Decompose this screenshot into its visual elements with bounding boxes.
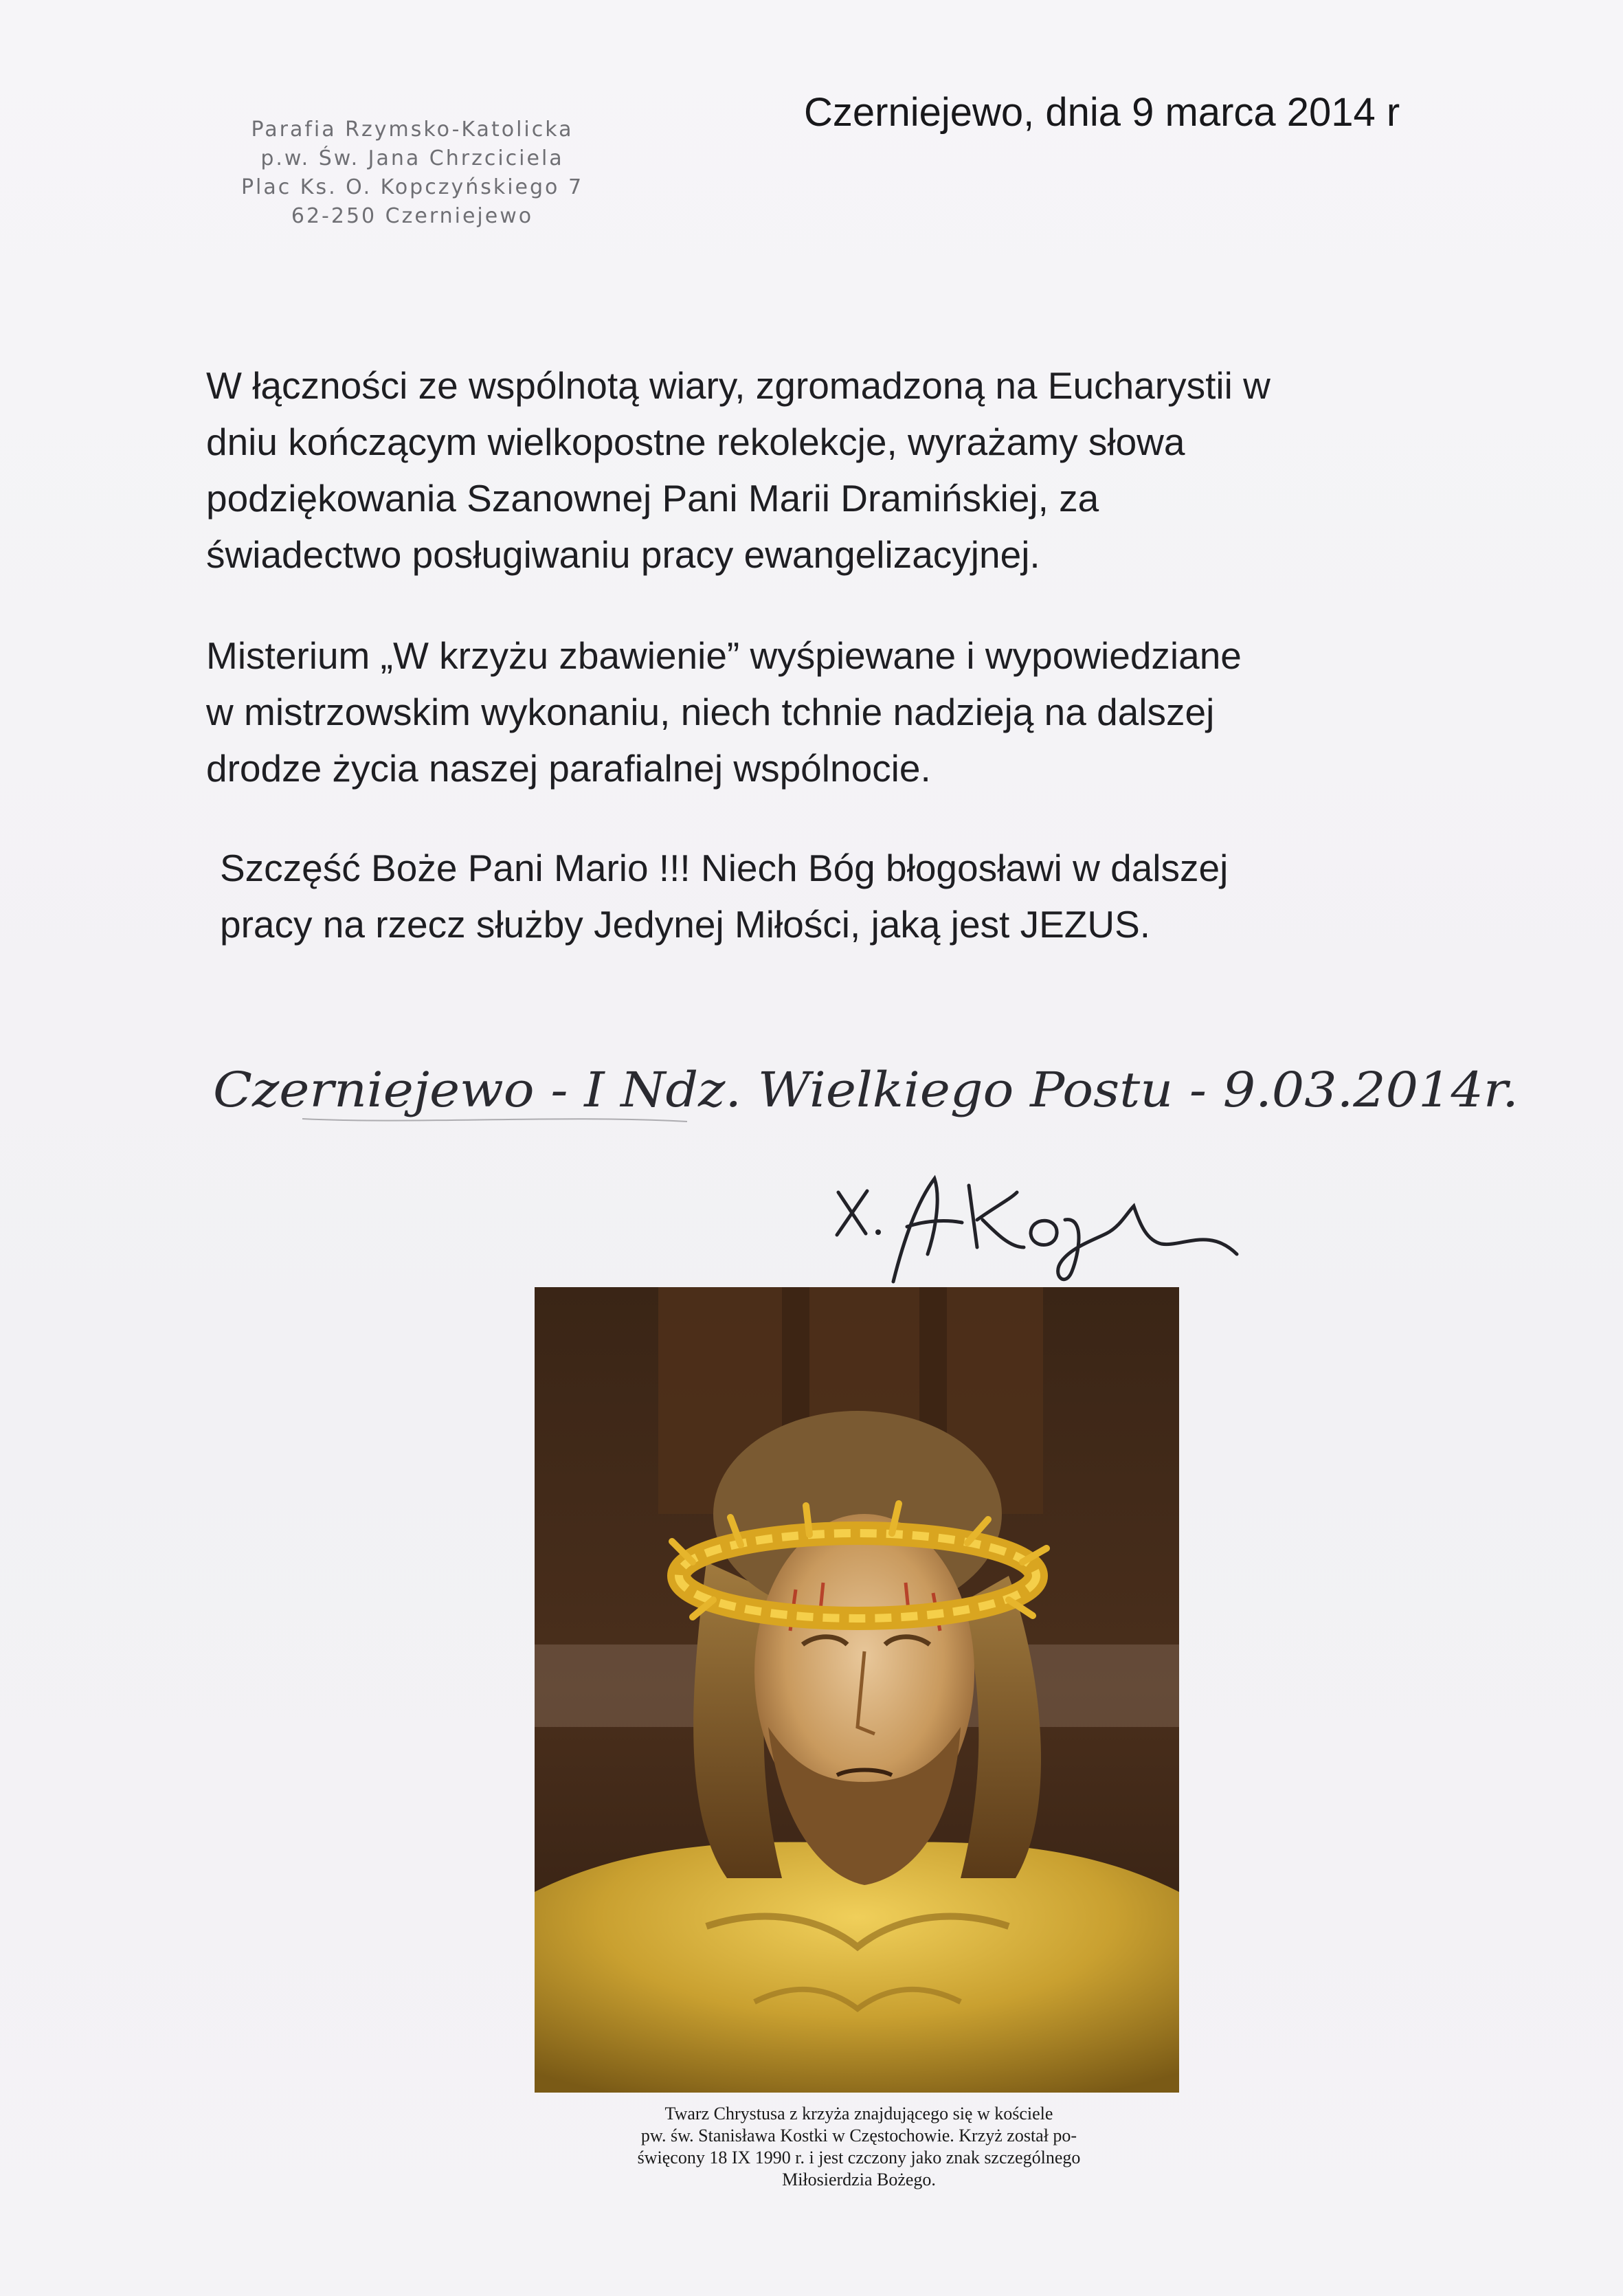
paragraph-line: drodze życia naszej parafialnej wspólnocie.: [206, 747, 931, 790]
paragraph-line: w mistrzowskim wykonaniu, niech tchnie nadzieją na dalszej: [206, 691, 1215, 733]
photo-caption: [536, 2103, 1182, 2191]
date-line: Czerniejewo, dnia 9 marca 2014 r: [804, 90, 1400, 135]
parish-stamp: [210, 115, 615, 231]
paragraph-line: pracy na rzecz służby Jedynej Miłości, jaką jest JEZUS.: [220, 903, 1151, 946]
paragraph-line: Szczęść Boże Pani Mario !!! Niech Bóg błogosławi w dalszej: [220, 847, 1229, 889]
caption-line: pw. św. Stanisława Kostki w Częstochowie. Krzyż został po-: [640, 2126, 1077, 2145]
stamp-line: Plac Ks. O. Kopczyńskiego 7: [240, 175, 584, 199]
caption-line: Miłosierdzia Bożego.: [782, 2170, 936, 2189]
handwritten-note-text: Czerniejewo - I Ndz. Wielkiego Postu - 9.03.2014r.: [213, 1062, 1519, 1118]
caption-line: święcony 18 IX 1990 r. i jest czczony jako znak szczególnego: [637, 2148, 1081, 2167]
crucifix-photo: [535, 1287, 1179, 2093]
paragraph-thanks: [206, 357, 1512, 583]
crucifix-image: [535, 1287, 1179, 2093]
paragraph-blessing: [220, 840, 1525, 952]
paragraph-line: świadectwo posługiwaniu pracy ewangelizacyjnej.: [206, 533, 1040, 576]
signature: [825, 1151, 1251, 1295]
paragraph-line: dniu kończącym wielkopostne rekolekcje, wyrażamy słowa: [206, 421, 1185, 463]
signature-scribble: [825, 1151, 1251, 1295]
stamp-line: p.w. Św. Jana Chrzciciela: [260, 146, 564, 170]
paragraph-line: podziękowania Szanownej Pani Marii Dramińskiej, za: [206, 477, 1099, 520]
paragraph-line: Misterium „W krzyżu zbawienie” wyśpiewane i wypowiedziane: [206, 634, 1242, 677]
stamp-line: Parafia Rzymsko-Katolicka: [251, 118, 574, 142]
paragraph-line: W łączności ze wspólnotą wiary, zgromadzoną na Eucharystii w: [206, 364, 1271, 407]
handwritten-note: [206, 1038, 1539, 1134]
paragraph-misterium: [206, 627, 1512, 796]
stamp-line: 62-250 Czerniejewo: [291, 204, 534, 228]
caption-line: Twarz Chrystusa z krzyża znajdującego się w kościele: [664, 2104, 1053, 2124]
